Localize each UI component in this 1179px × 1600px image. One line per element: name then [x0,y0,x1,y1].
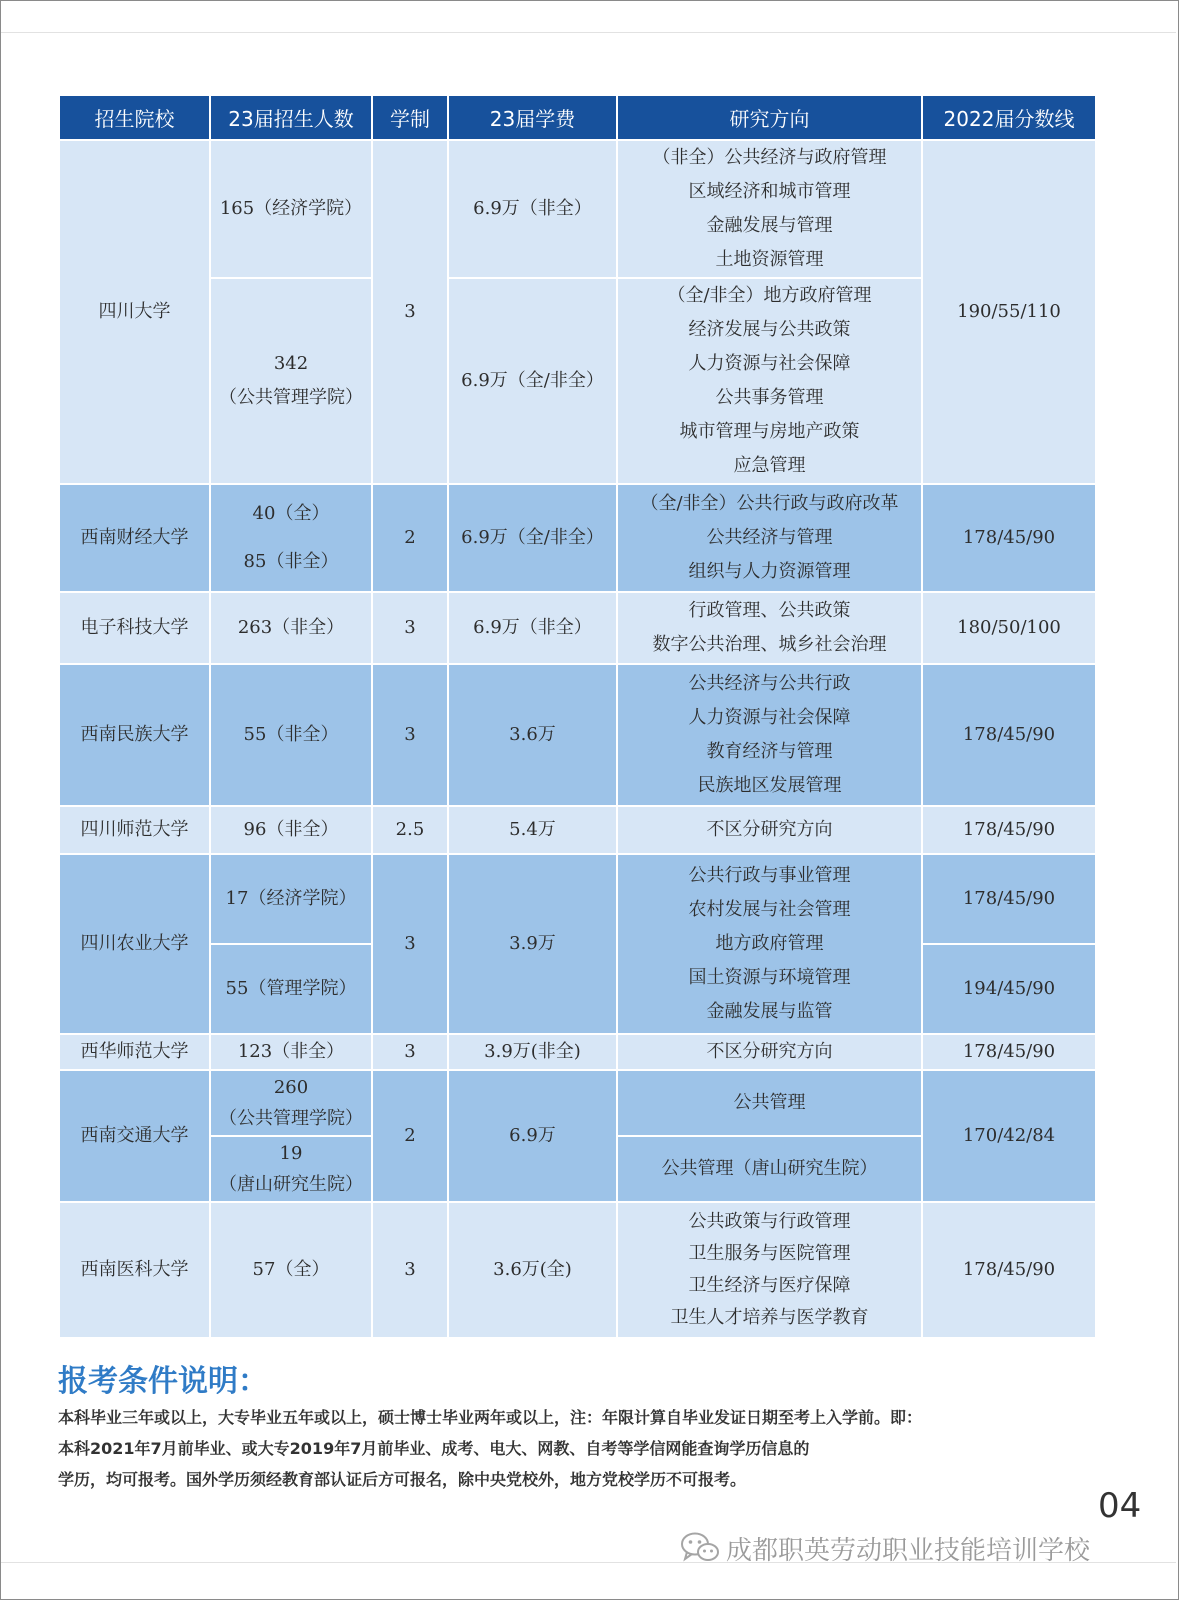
duration-cell: 3 [372,140,448,484]
direction-item: （非全）公共经济与政府管理 [652,147,887,168]
school-name: 电子科技大学 [59,592,210,664]
direction-item: 人力资源与社会保障 [688,707,851,728]
fee-cell: 6.9万（全/非全） [448,278,617,484]
fee-cell: 6.9万（全/非全） [448,484,617,592]
direction-item: 农村发展与社会管理 [688,899,851,920]
direction-item: 地方政府管理 [715,933,824,954]
direction-item: 卫生服务与医院管理 [688,1243,851,1264]
duration-cell: 2.5 [372,806,448,854]
admissions-table [58,94,1097,1339]
school-name: 四川师范大学 [59,806,210,854]
fee-cell: 6.9万（非全） [448,140,617,278]
enrollment-cell: 96（非全） [210,806,372,854]
header-enrollment: 23届招生人数 [210,95,372,140]
direction-item: 经济发展与公共政策 [688,319,851,340]
fee-cell: 6.9万（非全） [448,592,617,664]
fee-cell: 3.6万(全) [448,1202,617,1338]
duration-cell: 2 [372,484,448,592]
direction-item: 国土资源与环境管理 [688,967,851,988]
requirements-title: 报考条件说明： [58,1364,268,1399]
enrollment-line: （公共管理学院） [219,387,363,408]
table-row [59,806,1096,854]
direction-cell [617,484,922,592]
duration-cell: 3 [372,1034,448,1070]
school-name: 西南交通大学 [59,1070,210,1202]
school-name: 四川大学 [59,140,210,484]
enrollment-cell [210,140,372,278]
score-cell: 178/45/90 [922,1034,1096,1070]
table-row [59,592,1096,664]
direction-item: 区域经济和城市管理 [688,181,851,202]
direction-cell: 公共管理 [617,1070,922,1136]
school-name: 西南民族大学 [59,664,210,806]
score-cell: 194/45/90 [922,944,1096,1034]
direction-cell [617,278,922,484]
enrollment-cell [210,278,372,484]
direction-cell: 不区分研究方向 [617,806,922,854]
direction-item: 城市管理与房地产政策 [679,421,860,442]
direction-cell [617,592,922,664]
table-row [59,1070,1096,1136]
requirements-text [58,1402,1118,1495]
direction-item: （全/非全）公共行政与政府改革 [640,493,899,514]
school-name: 西南财经大学 [59,484,210,592]
enrollment-line: 40（全） [252,503,330,524]
enrollment-cell: 17（经济学院） [210,854,372,944]
direction-cell [617,140,922,278]
enrollment-cell: 55（非全） [210,664,372,806]
requirements-line: 学历，均可报考。国外学历须经教育部认证后方可报名，除中央党校外，地方党校学历不可报考。 [58,1470,747,1489]
table-header-row [59,95,1096,140]
direction-item: 人力资源与社会保障 [688,353,851,374]
score-cell: 178/45/90 [922,484,1096,592]
direction-item: 应急管理 [733,455,806,476]
score-cell: 180/50/100 [922,592,1096,664]
direction-cell [617,854,922,1034]
fee-cell: 3.6万 [448,664,617,806]
enrollment-cell [210,1136,372,1202]
direction-cell: 公共管理（唐山研究生院） [617,1136,922,1202]
header-direction: 研究方向 [617,95,922,140]
requirements-line: 本科毕业三年或以上，大专毕业五年或以上，硕士博士毕业两年或以上，注：年限计算自毕业发证日期至考上入学前。即： [58,1408,923,1427]
direction-cell [617,664,922,806]
enrollment-cell: 123（非全） [210,1034,372,1070]
school-name: 四川农业大学 [59,854,210,1034]
header-duration: 学制 [372,95,448,140]
fee-cell: 3.9万(非全) [448,1034,617,1070]
enrollment-line: 260 [273,1077,309,1098]
table-row [59,1202,1096,1338]
enrollment-cell: 55（管理学院） [210,944,372,1034]
direction-item: 公共事务管理 [715,387,824,408]
fee-cell: 5.4万 [448,806,617,854]
direction-item: 行政管理、公共政策 [688,600,851,621]
direction-item: 民族地区发展管理 [697,775,842,796]
direction-item: 公共政策与行政管理 [688,1211,851,1232]
direction-cell [617,1202,922,1338]
table-row [59,664,1096,806]
direction-item: 组织与人力资源管理 [688,561,851,582]
enrollment-line: 342 [273,353,309,374]
watermark-text: 成都职英劳动职业技能培训学校 [726,1536,1091,1566]
fee-cell: 6.9万 [448,1070,617,1202]
header-score: 2022届分数线 [922,95,1096,140]
enrollment-cell: 263（非全） [210,592,372,664]
duration-cell: 3 [372,592,448,664]
school-name: 西南医科大学 [59,1202,210,1338]
direction-item: 公共经济与管理 [706,527,833,548]
table-row [59,1034,1096,1070]
enrollment-line: （唐山研究生院） [219,1174,363,1195]
direction-item: 金融发展与监管 [706,1001,833,1022]
direction-cell: 不区分研究方向 [617,1034,922,1070]
table-row [59,854,1096,944]
duration-cell: 3 [372,854,448,1034]
table-row [59,484,1096,592]
duration-cell: 3 [372,1202,448,1338]
direction-item: 卫生经济与医疗保障 [688,1275,851,1296]
page-number: 04 [1098,1486,1142,1526]
score-cell: 178/45/90 [922,664,1096,806]
direction-item: 金融发展与管理 [706,215,833,236]
direction-item: 土地资源管理 [715,249,824,270]
direction-item: 教育经济与管理 [706,741,833,762]
duration-cell: 2 [372,1070,448,1202]
header-fee: 23届学费 [448,95,617,140]
direction-item: 卫生人才培养与医学教育 [670,1307,869,1328]
fee-cell: 3.9万 [448,854,617,1034]
duration-cell: 3 [372,664,448,806]
watermark [680,1530,1090,1567]
enrollment-line: （公共管理学院） [219,1108,363,1129]
score-cell: 178/45/90 [922,1202,1096,1338]
wechat-icon [680,1531,720,1567]
table-row [59,140,1096,278]
enrollment-line: 85（非全） [243,551,339,572]
top-divider [1,32,1176,33]
score-cell: 178/45/90 [922,806,1096,854]
score-cell: 190/55/110 [922,140,1096,484]
enrollment-cell: 57（全） [210,1202,372,1338]
direction-item: 公共行政与事业管理 [688,865,851,886]
score-cell: 170/42/84 [922,1070,1096,1202]
direction-item: 数字公共治理、城乡社会治理 [652,634,887,655]
enrollment-cell [210,1070,372,1136]
school-name: 西华师范大学 [59,1034,210,1070]
enrollment-cell [210,484,372,592]
requirements-line: 本科2021年7月前毕业、或大专2019年7月前毕业、成考、电大、网教、自考等学信网能查询学历信息的 [58,1439,810,1458]
enrollment-line: 19 [279,1143,303,1164]
score-cell: 178/45/90 [922,854,1096,944]
direction-item: 公共经济与公共行政 [688,673,851,694]
direction-item: （全/非全）地方政府管理 [667,285,872,306]
enrollment-line: 165（经济学院） [219,198,363,219]
header-school: 招生院校 [59,95,210,140]
